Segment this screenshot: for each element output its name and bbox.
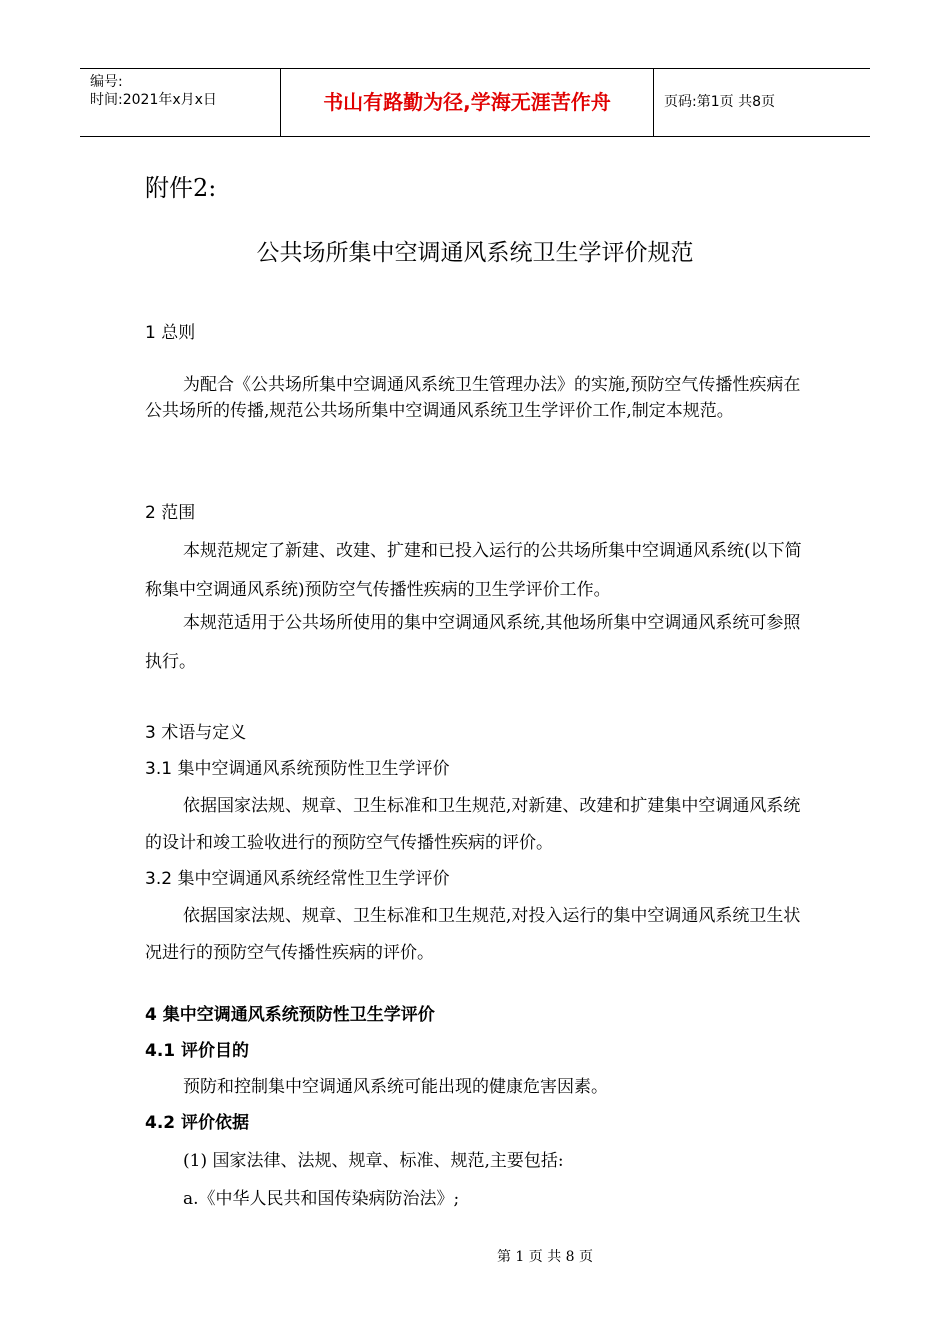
time-label: 时间:2021年x月x日: [90, 92, 217, 108]
header-motto: 书山有路勤为径,学海无涯苦作舟: [281, 69, 654, 136]
section-3-2-heading: 3.2 集中空调通风系统经常性卫生学评价: [145, 869, 450, 889]
section-4-heading: 4 集中空调通风系统预防性卫生学评价: [145, 1005, 435, 1025]
header-page-info: 页码:第1页 共8页: [664, 94, 775, 110]
number-label: 编号:: [90, 74, 123, 90]
section-4-1-heading: 4.1 评价目的: [145, 1041, 250, 1061]
section-3-heading: 3 术语与定义: [145, 723, 247, 743]
section-4-2-item-1: (1) 国家法律、法规、规章、标准、规范,主要包括:: [183, 1151, 564, 1171]
section-2-paragraph-2: 本规范适用于公共场所使用的集中空调通风系统,其他场所集中空调通风系统可参照执行。: [145, 613, 801, 672]
section-3-2-paragraph: 依据国家法规、规章、卫生标准和卫生规范,对投入运行的集中空调通风系统卫生状况进行的预防空气传播性疾病的评价。: [145, 906, 801, 963]
section-2-heading: 2 范围: [145, 503, 196, 523]
attachment-label: 附件2:: [145, 174, 217, 202]
section-1-heading: 1 总则: [145, 323, 196, 343]
section-4-2-heading: 4.2 评价依据: [145, 1113, 250, 1133]
section-3-1-heading: 3.1 集中空调通风系统预防性卫生学评价: [145, 759, 450, 779]
document-title: 公共场所集中空调通风系统卫生学评价规范: [256, 240, 694, 266]
section-4-1-paragraph: 预防和控制集中空调通风系统可能出现的健康危害因素。: [183, 1077, 608, 1097]
section-3-1-paragraph: 依据国家法规、规章、卫生标准和卫生规范,对新建、改建和扩建集中空调通风系统的设计和竣工验收进行的预防空气传播性疾病的评价。: [145, 796, 801, 853]
page-footer: 第 1 页 共 8 页: [496, 1249, 594, 1265]
section-4-2-item-a: a.《中华人民共和国传染病防治法》;: [183, 1189, 460, 1209]
section-2-paragraph-1: 本规范规定了新建、改建、扩建和已投入运行的公共场所集中空调通风系统(以下简称集中空调通风系统)预防空气传播性疾病的卫生学评价工作。: [145, 541, 802, 600]
page-header: [80, 68, 870, 137]
header-meta: [80, 69, 281, 136]
section-1-paragraph: 为配合《公共场所集中空调通风系统卫生管理办法》的实施,预防空气传播性疾病在公共场所的传播,规范公共场所集中空调通风系统卫生学评价工作,制定本规范。: [145, 375, 801, 421]
